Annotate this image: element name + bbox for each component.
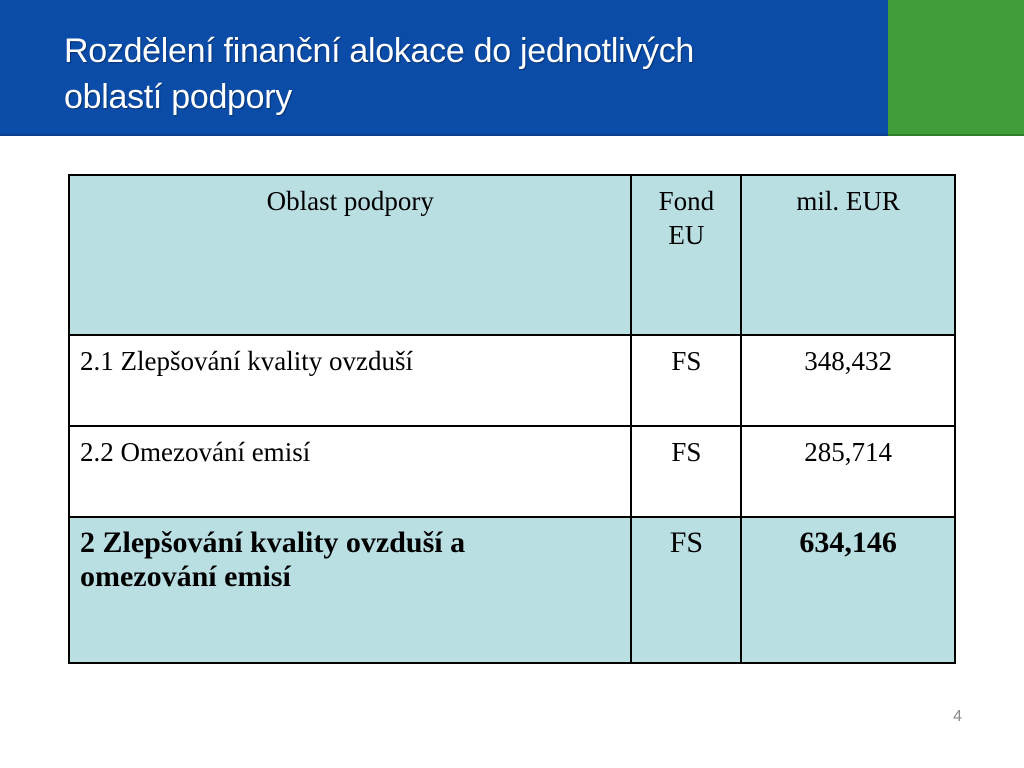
table-row: [69, 335, 955, 426]
allocation-table: [68, 174, 956, 664]
header-fund-line2: EU: [668, 220, 705, 250]
slide-title-line1: Rozdělení finanční alokace do jednotlivých: [64, 32, 695, 70]
page-number: 4: [953, 708, 962, 725]
table-row: [69, 426, 955, 517]
total-amount: 634,146: [741, 517, 955, 663]
header-fund-line1: Fond: [658, 186, 715, 216]
slide-title: [64, 28, 864, 120]
header-amount: mil. EUR: [741, 175, 955, 335]
row-amount: 285,714: [741, 426, 955, 517]
row-area: 2.1 Zlepšování kvality ovzduší: [69, 335, 631, 426]
row-area: 2.2 Omezování emisí: [69, 426, 631, 517]
header-fund: [631, 175, 741, 335]
header-accent-block: [888, 0, 1024, 136]
table-header-row: [69, 175, 955, 335]
slide-title-line2: oblastí podpory: [64, 78, 292, 116]
header-bar: [0, 0, 888, 136]
row-fund: FS: [631, 335, 741, 426]
total-area: [69, 517, 631, 663]
total-area-line2: omezování emisí: [80, 560, 291, 593]
total-area-line1: 2 Zlepšování kvality ovzduší a: [80, 526, 466, 559]
row-fund: FS: [631, 426, 741, 517]
total-fund: FS: [631, 517, 741, 663]
table-total-row: [69, 517, 955, 663]
row-amount: 348,432: [741, 335, 955, 426]
header-area: Oblast podpory: [69, 175, 631, 335]
